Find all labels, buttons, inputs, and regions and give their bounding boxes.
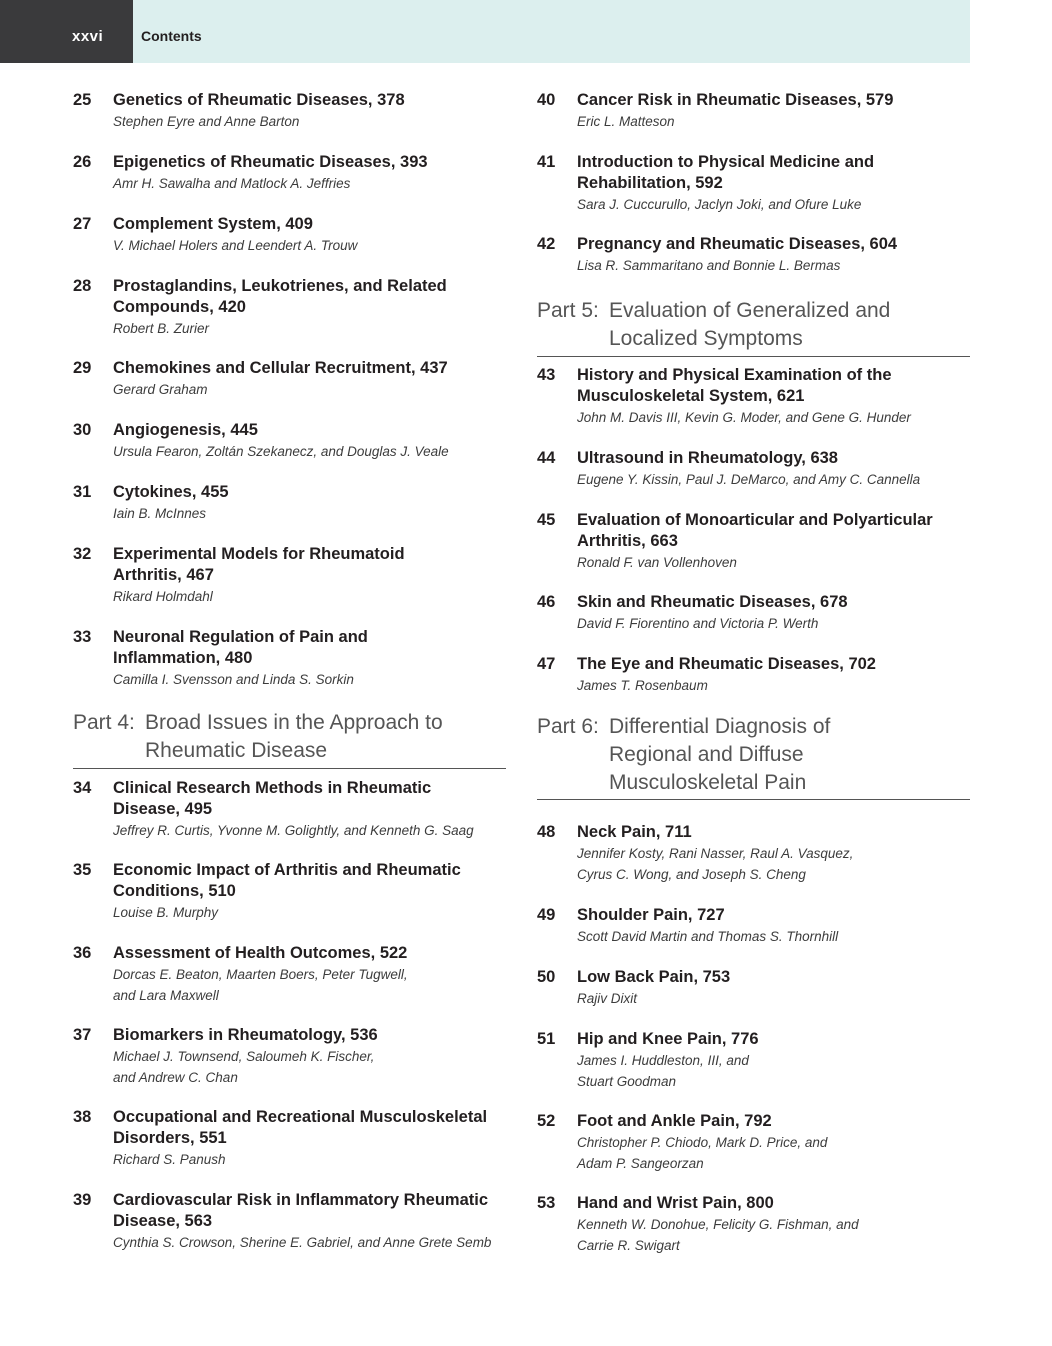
chapter-title: Ultrasound in Rheumatology, 638 xyxy=(577,449,838,467)
chapter-authors: James T. Rosenbaum xyxy=(577,678,708,693)
chapter-number: 49 xyxy=(537,906,556,924)
part-label: Part 5: xyxy=(537,299,599,322)
chapter-number: 46 xyxy=(537,593,556,611)
chapter-authors: Michael J. Townsend, Saloumeh K. Fischer, and Andrew C. Chan xyxy=(113,1049,375,1085)
chapter-title: Skin and Rheumatic Diseases, 678 xyxy=(577,593,848,611)
chapter-authors: Ursula Fearon, Zoltán Szekanecz, and Douglas J. Veale xyxy=(113,444,449,459)
toc-entry xyxy=(73,482,506,524)
chapter-title: Hip and Knee Pain, 776 xyxy=(577,1030,759,1048)
toc-entry xyxy=(73,544,506,607)
toc-entry xyxy=(537,822,970,885)
chapter-number: 44 xyxy=(537,449,556,467)
chapter-title: Low Back Pain, 753 xyxy=(577,968,731,986)
chapter-title: Genetics of Rheumatic Diseases, 378 xyxy=(113,91,405,109)
toc-entry xyxy=(537,1193,970,1256)
chapter-authors: Scott David Martin and Thomas S. Thornhill xyxy=(577,929,839,944)
chapter-number: 32 xyxy=(73,545,92,563)
chapter-number: 51 xyxy=(537,1030,556,1048)
chapter-title: Economic Impact of Arthritis and Rheumatic Conditions, 510 xyxy=(113,861,461,900)
chapter-authors: Louise B. Murphy xyxy=(113,905,219,920)
chapter-title: Shoulder Pain, 727 xyxy=(577,906,725,924)
toc-entry xyxy=(537,90,970,132)
chapter-title: Pregnancy and Rheumatic Diseases, 604 xyxy=(577,235,898,253)
page-header xyxy=(0,0,970,63)
toc-entry xyxy=(537,365,970,428)
toc-entry xyxy=(73,358,506,400)
chapter-number: 27 xyxy=(73,215,92,233)
chapter-title: Evaluation of Monoarticular and Polyarticular Arthritis, 663 xyxy=(577,511,933,550)
chapter-title: Complement System, 409 xyxy=(113,215,313,233)
chapter-authors: Lisa R. Sammaritano and Bonnie L. Bermas xyxy=(577,258,841,273)
part-label: Part 4: xyxy=(73,711,135,734)
chapter-title: Assessment of Health Outcomes, 522 xyxy=(113,944,408,962)
chapter-number: 36 xyxy=(73,944,92,962)
chapter-authors: Rajiv Dixit xyxy=(577,991,638,1006)
chapter-title: Prostaglandins, Leukotrienes, and Related Compounds, 420 xyxy=(113,277,447,316)
chapter-authors: Eugene Y. Kissin, Paul J. DeMarco, and Amy C. Cannella xyxy=(577,472,921,487)
chapter-number: 31 xyxy=(73,483,92,501)
toc-entry xyxy=(73,1190,506,1253)
chapter-number: 45 xyxy=(537,511,556,529)
page-number: xxvi xyxy=(0,0,133,63)
chapter-number: 41 xyxy=(537,153,556,171)
chapter-title: Experimental Models for Rheumatoid Arthritis, 467 xyxy=(113,545,405,584)
chapter-number: 52 xyxy=(537,1112,556,1130)
toc-entry xyxy=(73,214,506,256)
toc-entry xyxy=(73,152,506,194)
chapter-number: 28 xyxy=(73,277,92,295)
chapter-number: 40 xyxy=(537,91,556,109)
chapter-number: 48 xyxy=(537,823,556,841)
chapter-title: Hand and Wrist Pain, 800 xyxy=(577,1194,774,1212)
toc-entry xyxy=(73,1025,506,1088)
chapter-authors: Sara J. Cuccurullo, Jaclyn Joki, and Ofure Luke xyxy=(577,197,862,212)
chapter-number: 39 xyxy=(73,1191,92,1209)
chapter-authors: Gerard Graham xyxy=(113,382,208,397)
chapter-number: 25 xyxy=(73,91,92,109)
chapter-title: Cardiovascular Risk in Inflammatory Rheumatic Disease, 563 xyxy=(113,1191,489,1230)
chapter-authors: Richard S. Panush xyxy=(113,1152,226,1167)
toc-entry xyxy=(537,1111,970,1174)
part-heading xyxy=(537,297,970,357)
chapter-authors: Jeffrey R. Curtis, Yvonne M. Golightly, and Kenneth G. Saag xyxy=(113,823,474,838)
toc-entry xyxy=(537,905,970,947)
toc-entry xyxy=(537,654,970,696)
chapter-authors: Robert B. Zurier xyxy=(113,321,210,336)
toc-entry xyxy=(73,943,506,1006)
chapter-number: 34 xyxy=(73,779,92,797)
chapter-title: History and Physical Examination of the Musculoskeletal System, 621 xyxy=(577,366,892,405)
toc-entry xyxy=(73,276,506,339)
toc-entry xyxy=(73,627,506,690)
chapter-authors: Kenneth W. Donohue, Felicity G. Fishman, and Carrie R. Swigart xyxy=(577,1217,859,1253)
part-heading xyxy=(73,709,506,769)
part-label: Part 6: xyxy=(537,715,599,738)
chapter-authors: Amr H. Sawalha and Matlock A. Jeffries xyxy=(113,176,351,191)
chapter-title: The Eye and Rheumatic Diseases, 702 xyxy=(577,655,876,673)
chapter-authors: Cynthia S. Crowson, Sherine E. Gabriel, and Anne Grete Semb xyxy=(113,1235,492,1250)
chapter-authors: Stephen Eyre and Anne Barton xyxy=(113,114,300,129)
chapter-authors: Iain B. McInnes xyxy=(113,506,207,521)
toc-entry xyxy=(73,860,506,923)
chapter-authors: Eric L. Matteson xyxy=(577,114,675,129)
chapter-title: Epigenetics of Rheumatic Diseases, 393 xyxy=(113,153,428,171)
chapter-number: 50 xyxy=(537,968,556,986)
chapter-title: Chemokines and Cellular Recruitment, 437 xyxy=(113,359,448,377)
chapter-number: 43 xyxy=(537,366,556,384)
chapter-title: Neck Pain, 711 xyxy=(577,823,692,841)
chapter-authors: Dorcas E. Beaton, Maarten Boers, Peter Tugwell, and Lara Maxwell xyxy=(113,967,408,1003)
toc-entry xyxy=(73,420,506,462)
chapter-title: Neuronal Regulation of Pain and Inflammation, 480 xyxy=(113,628,368,667)
running-head: Contents xyxy=(133,0,970,63)
chapter-number: 33 xyxy=(73,628,92,646)
chapter-authors: James I. Huddleston, III, and Stuart Goodman xyxy=(577,1053,749,1089)
chapter-title: Foot and Ankle Pain, 792 xyxy=(577,1112,772,1130)
toc-entry xyxy=(537,592,970,634)
chapter-authors: Ronald F. van Vollenhoven xyxy=(577,555,737,570)
chapter-authors: V. Michael Holers and Leendert A. Trouw xyxy=(113,238,358,253)
chapter-authors: David F. Fiorentino and Victoria P. Werth xyxy=(577,616,819,631)
chapter-number: 29 xyxy=(73,359,92,377)
chapter-number: 53 xyxy=(537,1194,556,1212)
toc-entry xyxy=(537,152,970,215)
toc-entry xyxy=(537,448,970,490)
chapter-authors: Jennifer Kosty, Rani Nasser, Raul A. Vasquez, Cyrus C. Wong, and Joseph S. Cheng xyxy=(577,846,854,882)
toc-entry xyxy=(537,967,970,1009)
chapter-number: 26 xyxy=(73,153,92,171)
toc-entry xyxy=(73,778,506,841)
toc-entry xyxy=(537,234,970,276)
chapter-authors: Rikard Holmdahl xyxy=(113,589,213,604)
part-title: Evaluation of Generalized and Localized Symptoms xyxy=(609,299,891,350)
toc-entry xyxy=(73,1107,506,1170)
chapter-authors: Camilla I. Svensson and Linda S. Sorkin xyxy=(113,672,354,687)
part-title: Broad Issues in the Approach to Rheumatic Disease xyxy=(145,711,443,762)
part-heading xyxy=(537,713,970,800)
chapter-title: Occupational and Recreational Musculoskeletal Disorders, 551 xyxy=(113,1108,488,1147)
chapter-title: Angiogenesis, 445 xyxy=(113,421,258,439)
chapter-title: Cytokines, 455 xyxy=(113,483,229,501)
chapter-number: 30 xyxy=(73,421,92,439)
chapter-number: 37 xyxy=(73,1026,92,1044)
toc-entry xyxy=(537,510,970,573)
chapter-title: Cancer Risk in Rheumatic Diseases, 579 xyxy=(577,91,894,109)
chapter-authors: John M. Davis III, Kevin G. Moder, and Gene G. Hunder xyxy=(577,410,911,425)
chapter-number: 42 xyxy=(537,235,556,253)
chapter-title: Introduction to Physical Medicine and Rehabilitation, 592 xyxy=(577,153,875,192)
chapter-number: 38 xyxy=(73,1108,92,1126)
chapter-title: Clinical Research Methods in Rheumatic Disease, 495 xyxy=(113,779,432,818)
toc-entry xyxy=(537,1029,970,1092)
chapter-title: Biomarkers in Rheumatology, 536 xyxy=(113,1026,378,1044)
chapter-number: 35 xyxy=(73,861,92,879)
chapter-number: 47 xyxy=(537,655,556,673)
chapter-authors: Christopher P. Chiodo, Mark D. Price, and Adam P. Sangeorzan xyxy=(577,1135,828,1171)
toc-entry xyxy=(73,90,506,132)
part-title: Differential Diagnosis of Regional and Diffuse Musculoskeletal Pain xyxy=(609,715,831,794)
